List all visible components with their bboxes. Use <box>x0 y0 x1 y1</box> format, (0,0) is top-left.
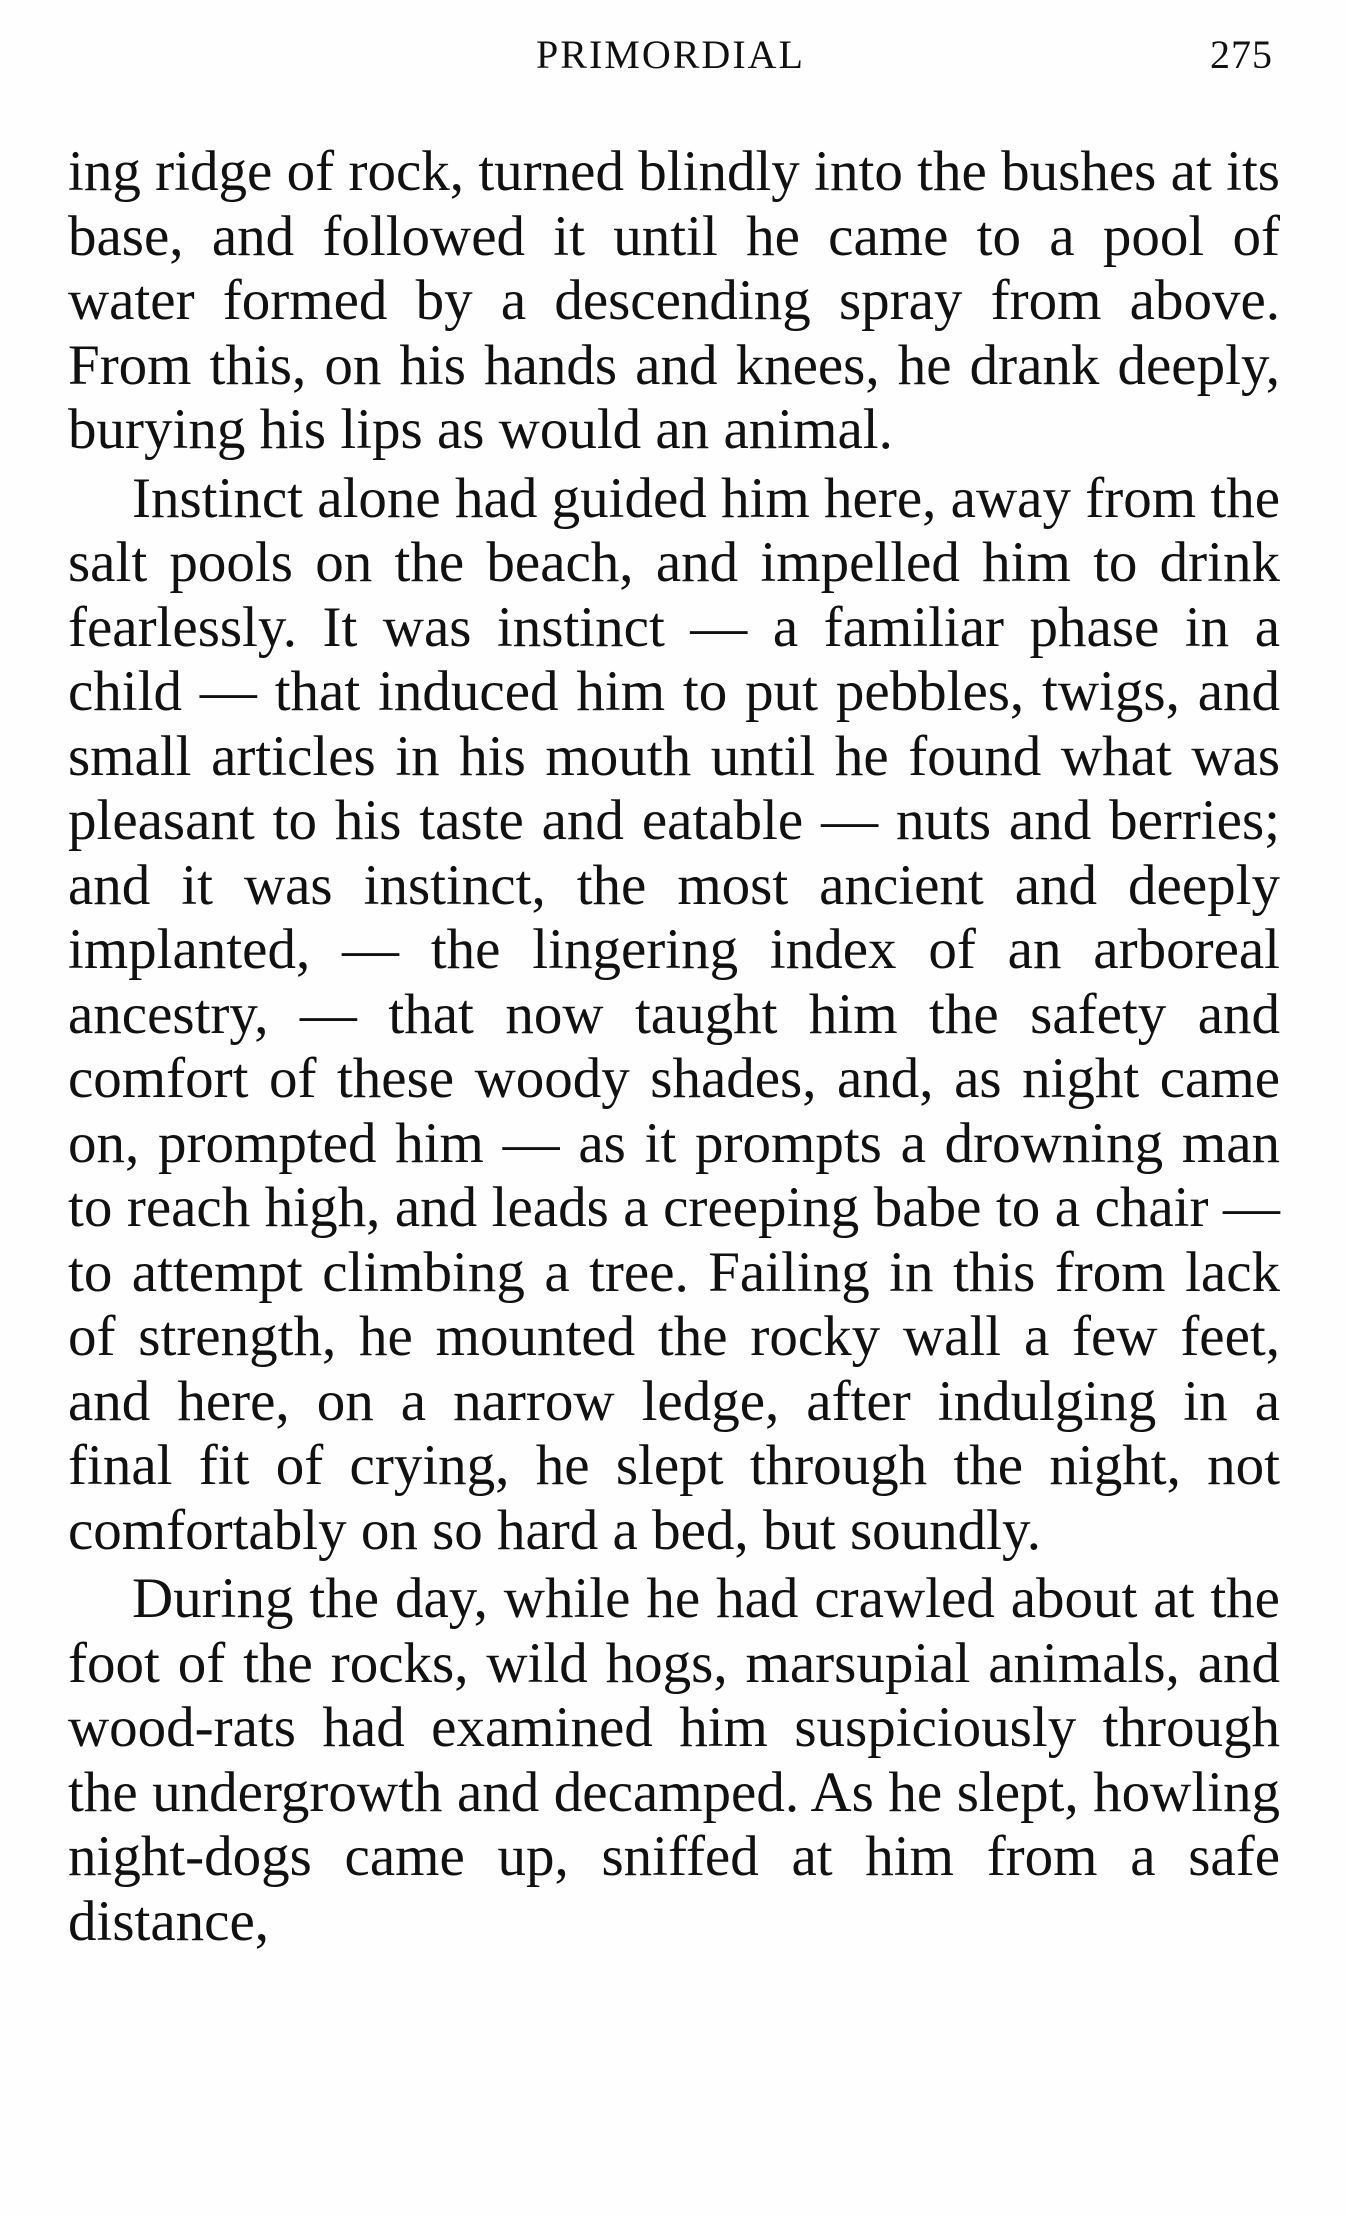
running-title: PRIMORDIAL <box>536 32 805 77</box>
page-number: 275 <box>1210 32 1273 77</box>
body-text <box>68 140 1280 1954</box>
paragraph-instinct: Instinct alone had guided him here, away from the salt pools on the beach, and impelled him to drink fearlessly. It was instinct — a familiar phase in a child — that induced him to put pebbles, twigs, and small articles in his mouth until he found what was pleasant to his taste and eatable — nuts and berries; and it was instinct, the most ancient and deeply implanted, — the lingering index of an arboreal ancestry, — that now taught him the safety and comfort of these woody shades, and, as night came on, prompted him — as it prompts a drowning man to reach high, and leads a creeping babe to a chair — to attempt climbing a tree. Failing in this from lack of strength, he mounted the rocky wall a few feet, and here, on a narrow ledge, after indulging in a final fit of crying, he slept through the night, not comfortably on so hard a bed, but soundly. <box>68 466 1280 1562</box>
paragraph-continued: ing ridge of rock, turned blindly into the bushes at its base, and followed it until he came to a pool of water formed by a descending spray from above. From this, on his hands and knees, he drank deeply, burying his lips as would an animal. <box>68 140 1280 461</box>
running-head <box>68 30 1273 90</box>
paragraph-during-the-day: During the day, while he had crawled about at the foot of the rocks, wild hogs, marsupial animals, and wood-rats had examined him suspiciously through the undergrowth and decamped. As he slept, howling night-dogs came up, sniffed at him from a safe distance, <box>68 1567 1280 1953</box>
